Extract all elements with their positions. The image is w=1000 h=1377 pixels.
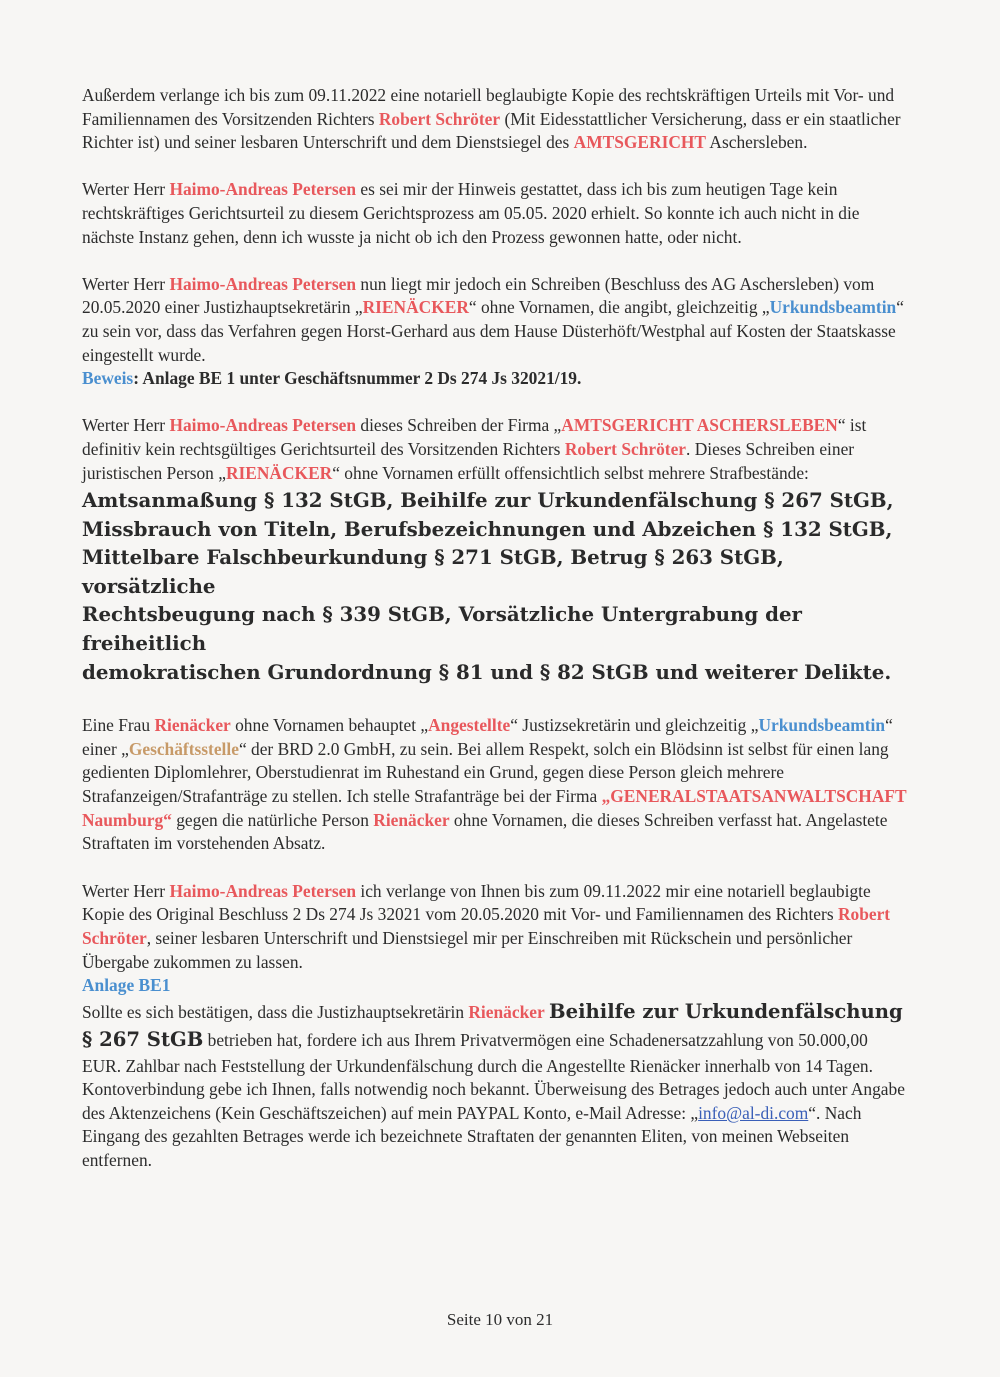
beweis-label: Beweis [82, 368, 134, 389]
name-petersen: Haimo-Andreas Petersen [169, 179, 357, 200]
offense-line: Amtsanmaßung § 132 StGB, Beihilfe zur Urkundenfälschung § 267 StGB, [82, 488, 894, 513]
name-robert-schroeter: Robert Schröter [378, 108, 501, 129]
paragraph-5: Eine Frau Rienäcker ohne Vornamen behauptet „Angestellte“ Justizsekretärin und gleichzeitig „Urkundsbeamtin“ einer „Geschäftsstelle“ der BRD 2.0 GmbH, zu sein. Bei allem Respekt, solch ein Blödsinn ist selbst für einen lang gedienten Diplomlehrer, Oberstudienrat im Ruhestand ein Grund, gegen diese Person gleich mehrere Strafanzeigen/Strafanträge zu stellen. Ich stelle Strafanträge bei der Firma „GENERALSTAATSANWALTSCHAFT Naumburg“ gegen die natürliche Person Rienäcker ohne Vornamen, die dieses Schreiben verfasst hat. Angelastete Straftaten im vorstehenden Absatz. [82, 715, 907, 854]
paragraph-2: Werter Herr Haimo-Andreas Petersen es sei mir der Hinweis gestattet, dass ich bis zum heutigen Tage kein rechtskräftiges Gerichtsurteil zu diesem Gerichtsprozess am 05.05. 2020 erhielt. So konnte ich auch nicht in die nächste Instanz gehen, denn ich wusste ja nicht ob ich den Prozess gewonnen hatte, oder nicht. [82, 179, 860, 247]
amtsgericht-aschersleben-label: AMTSGERICHT ASCHERSLEBEN [561, 415, 838, 436]
offense-line: Mittelbare Falschbeurkundung § 271 StGB, Betrug § 263 StGB, vorsätzliche [82, 545, 784, 598]
name-rienaecker: RIENÄCKER [225, 462, 333, 483]
name-petersen: Haimo-Andreas Petersen [169, 415, 357, 436]
name-robert-schroeter: Robert Schröter [82, 904, 891, 948]
beweis-line [82, 367, 908, 391]
geschaeftsstelle-label: Geschäftsstelle [128, 738, 239, 759]
offense-line: Rechtsbeugung nach § 339 StGB, Vorsätzliche Untergrabung der freiheitlich [82, 602, 802, 656]
anlage-label: Anlage BE1 [82, 975, 171, 996]
page-number: Seite 10 von 21 [446, 1310, 554, 1329]
name-rienaecker: Rienäcker [468, 1001, 545, 1022]
paragraph-7: Sollte es sich bestätigen, dass die Justizhauptsekretärin Rienäcker Beihilfe zur Urkundenfälschung § 267 StGB betrieben hat, fordere ich aus Ihrem Privatvermögen eine Schadenersatzzahlung von 50.000,00 EUR. Zahlbar nach Feststellung der Urkundenfälschung durch die Angestellte Rienäcker innerhalb von 14 Tagen. Kontoverbindung gebe ich Ihnen, falls notwendig noch bekannt. Überweisung des Betrages jedoch auch unter Angabe des Aktenzeichens (Kein Geschäftszeichen) auf mein PAYPAL Konto, e-Mail Adresse: „info@al-di.com“. Nach Eingang des gezahlten Betrages werde ich bezeichnete Straftaten der genannten Eliten, von meinen Webseiten entfernen. [82, 999, 905, 1170]
paragraph-6: Werter Herr Haimo-Andreas Petersen ich verlange von Ihnen bis zum 09.11.2022 mir eine notariell beglaubigte Kopie des Original Beschluss 2 Ds 274 Js 32021 vom 20.05.2020 mit Vor- und Familiennamen des Richters Robert Schröter, seiner lesbaren Unterschrift und Dienstsiegel mir per Einschreiben mit Rückschein und persönlicher Übergabe zukommen zu lassen. [82, 880, 891, 972]
generalstaatsanwaltschaft-label: „GENERALSTAATSANWALTSCHAFT Naumburg“ [82, 786, 907, 830]
name-petersen: Haimo-Andreas Petersen [169, 273, 357, 294]
anlage-line [82, 974, 908, 998]
document-body [82, 84, 908, 1173]
paragraph-1: Außerdem verlange ich bis zum 09.11.2022 eine notariell beglaubigte Kopie des rechtskräftigen Urteils mit Vor- und Familiennamen des Vorsitzenden Richters Robert Schröter (Mit Eidesstattlicher Versicherung, dass er ein staatlicher Richter ist) und seiner lesbaren Unterschrift und dem Dienstsiegel des AMTSGERICHT Aschersleben. [82, 85, 901, 153]
offense-highlight: Beihilfe zur Urkundenfälschung § 267 StGB [82, 999, 903, 1052]
paragraph-3: Werter Herr Haimo-Andreas Petersen nun liegt mir jedoch ein Schreiben (Beschluss des AG Aschersleben) vom 20.05.2020 einer Justizhauptsekretärin „RIENÄCKER“ ohne Vornamen, die angibt, gleichzeitig „Urkundsbeamtin“ zu sein vor, dass das Verfahren gegen Horst-Gerhard aus dem Hause Düsterhöft/Westphal auf Kosten der Staatskasse eingestellt wurde. [82, 273, 904, 365]
name-robert-schroeter: Robert Schröter [564, 438, 687, 459]
name-petersen: Haimo-Andreas Petersen [169, 880, 357, 901]
offense-line: Missbrauch von Titeln, Berufsbezeichnungen und Abzeichen § 132 StGB, [82, 516, 893, 541]
email-link[interactable]: info@al-di.com [698, 1102, 809, 1123]
urkundsbeamtin-label: Urkundsbeamtin [758, 715, 886, 736]
urkundsbeamtin-label: Urkundsbeamtin [769, 297, 897, 318]
name-rienaecker: Rienäcker [154, 715, 231, 736]
offense-line: demokratischen Grundordnung § 81 und § 82 StGB und weiterer Delikte. [82, 659, 892, 684]
name-rienaecker: Rienäcker [373, 809, 450, 830]
angestellte-label: Angestellte [428, 715, 511, 736]
paragraph-4: Werter Herr Haimo-Andreas Petersen dieses Schreiben der Firma „AMTSGERICHT ASCHERSLEBEN“ ist definitiv kein rechtsgültiges Gerichtsurteil des Vorsitzenden Richters Robert Schröter. Dieses Schreiben einer juristischen Person „RIENÄCKER“ ohne Vornamen erfüllt offensichtlich selbst mehrere Strafbestände: [82, 415, 867, 483]
name-rienaecker: RIENÄCKER [362, 297, 469, 318]
offenses-list [82, 486, 908, 686]
amtsgericht-label: AMTSGERICHT [573, 132, 707, 153]
beweis-text: : Anlage BE 1 unter Geschäftsnummer 2 Ds 274 Js 32021/19. [133, 368, 582, 389]
